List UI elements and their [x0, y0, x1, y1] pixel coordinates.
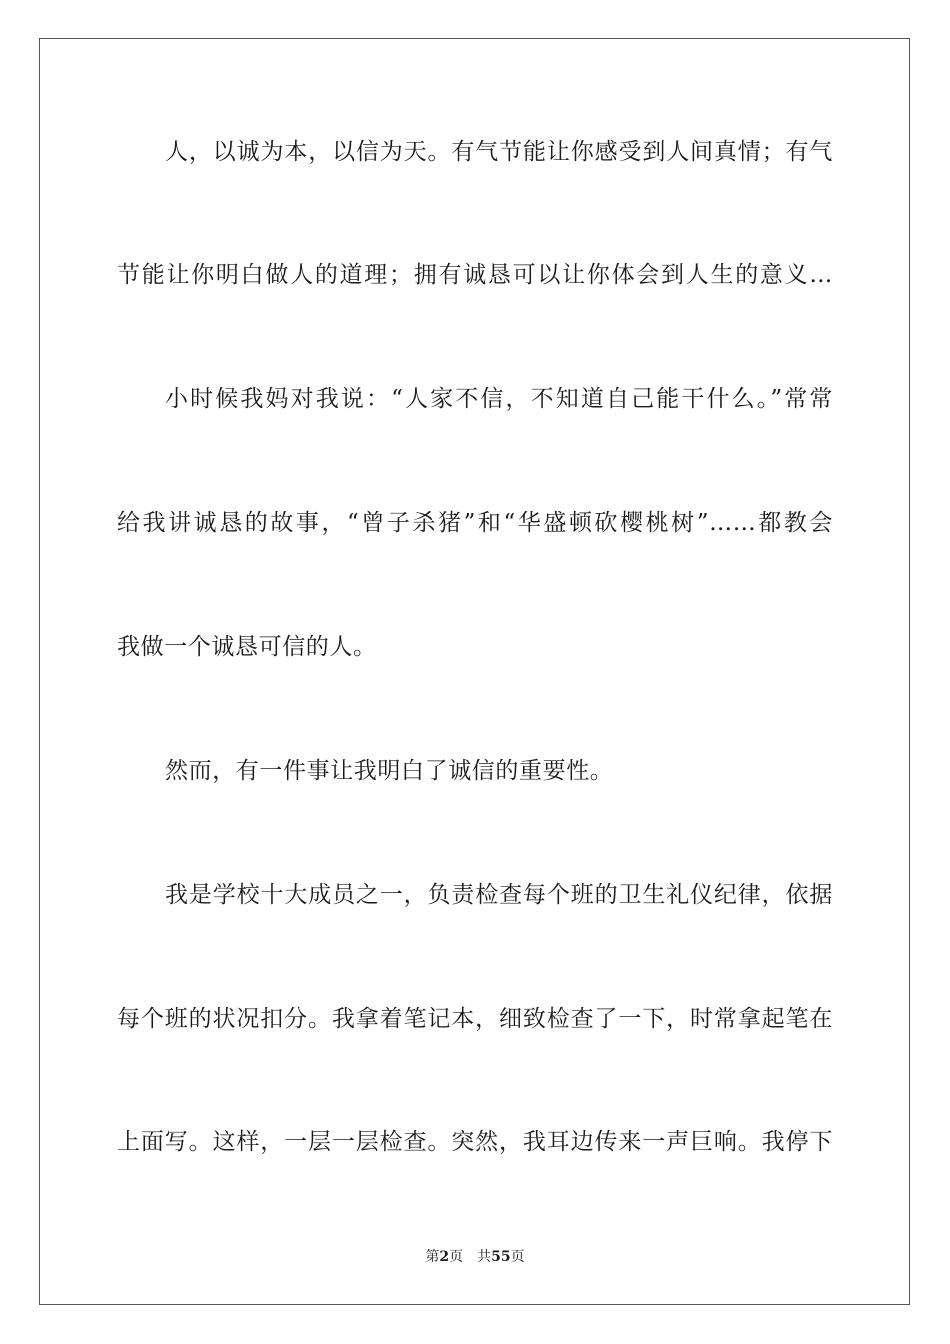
- page-number: 2: [439, 1249, 450, 1265]
- total-prefix: 共: [477, 1249, 492, 1265]
- page-prefix: 第: [425, 1249, 440, 1265]
- page-suffix: 页: [449, 1249, 464, 1265]
- text-line: 上面写。这样，一层一层检查。突然，我耳边传来一声巨响。我停下: [117, 1129, 833, 1155]
- total-pages: 55: [491, 1249, 511, 1265]
- text-line: 小时候我妈对我说：“人家不信，不知道自己能干什么。”常常: [165, 386, 833, 412]
- text-line: 节能让你明白做人的道理；拥有诚恳可以让你体会到人生的意义…: [117, 262, 833, 288]
- text-line: 给我讲诚恳的故事，“曾子杀猪”和“华盛顿砍樱桃树”……都教会: [117, 510, 833, 536]
- text-line: 每个班的状况扣分。我拿着笔记本，细致检查了一下，时常拿起笔在: [117, 1006, 833, 1032]
- page-border: [39, 38, 910, 1305]
- text-line: 我是学校十大成员之一，负责检查每个班的卫生礼仪纪律，依据: [165, 882, 833, 908]
- text-line: 人，以诚为本，以信为天。有气节能让你感受到人间真情；有气: [165, 139, 833, 165]
- total-suffix: 页: [510, 1249, 525, 1265]
- text-line: 然而，有一件事让我明白了诚信的重要性。: [165, 758, 614, 784]
- text-line: 我做一个诚恳可信的人。: [117, 634, 377, 660]
- page-footer: [0, 1248, 950, 1266]
